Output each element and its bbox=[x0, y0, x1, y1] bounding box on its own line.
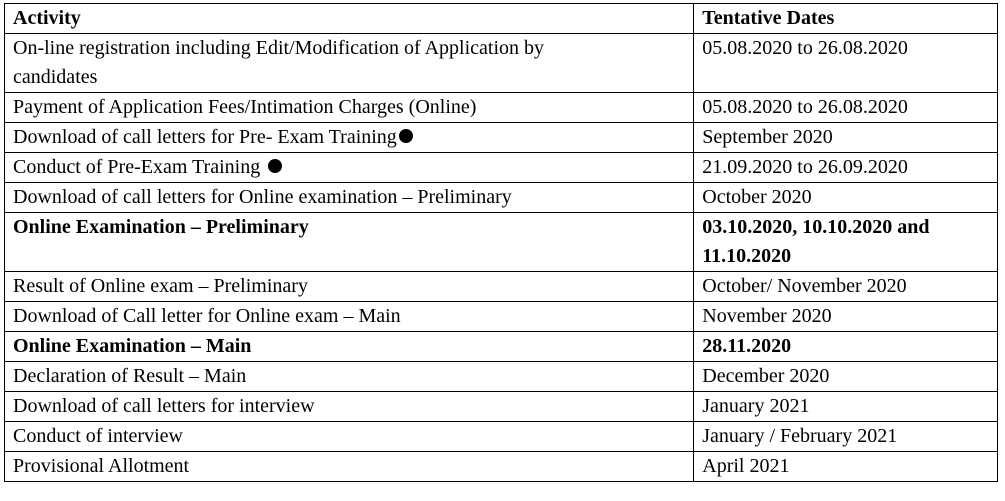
dates-cell: January 2021 bbox=[694, 392, 998, 422]
bullet-icon bbox=[399, 129, 413, 143]
table-row bbox=[5, 332, 998, 362]
activity-text: Download of call letters for Pre- Exam Training bbox=[13, 126, 397, 148]
dates-cell: 05.08.2020 to 26.08.2020 bbox=[694, 93, 998, 123]
table-row bbox=[5, 183, 998, 213]
activity-cell: Download of call letters for interview bbox=[5, 392, 694, 422]
bullet-icon bbox=[268, 159, 282, 173]
activity-cell: Declaration of Result – Main bbox=[5, 362, 694, 392]
dates-cell: January / February 2021 bbox=[694, 422, 998, 452]
activity-cell: Download of call letters for Online examination – Preliminary bbox=[5, 183, 694, 213]
activity-cell bbox=[5, 123, 694, 153]
table-row bbox=[5, 34, 998, 93]
activity-cell: Payment of Application Fees/Intimation Charges (Online) bbox=[5, 93, 694, 123]
activity-text: Conduct of Pre-Exam Training bbox=[13, 156, 261, 178]
table-row bbox=[5, 272, 998, 302]
dates-cell: 28.11.2020 bbox=[694, 332, 998, 362]
table-row bbox=[5, 302, 998, 332]
dates-text-continued: 11.10.2020 bbox=[702, 245, 792, 267]
dates-cell: October/ November 2020 bbox=[694, 272, 998, 302]
table-row bbox=[5, 422, 998, 452]
activity-cell: Online Examination – Preliminary bbox=[5, 213, 694, 272]
activity-cell: Online Examination – Main bbox=[5, 332, 694, 362]
dates-text: 03.10.2020, 10.10.2020 and bbox=[702, 216, 930, 238]
table-row bbox=[5, 153, 998, 183]
activity-cell bbox=[5, 34, 694, 93]
table-header-row bbox=[5, 4, 998, 34]
activity-cell: Download of Call letter for Online exam – Main bbox=[5, 302, 694, 332]
table-row bbox=[5, 93, 998, 123]
table-row bbox=[5, 213, 998, 272]
dates-cell: December 2020 bbox=[694, 362, 998, 392]
table-row bbox=[5, 362, 998, 392]
dates-cell: 21.09.2020 to 26.09.2020 bbox=[694, 153, 998, 183]
dates-cell bbox=[694, 213, 998, 272]
dates-column-header: Tentative Dates bbox=[694, 4, 998, 34]
table-row bbox=[5, 392, 998, 422]
dates-cell: September 2020 bbox=[694, 123, 998, 153]
activity-column-header: Activity bbox=[5, 4, 694, 34]
activity-cell: Conduct of interview bbox=[5, 422, 694, 452]
dates-cell: November 2020 bbox=[694, 302, 998, 332]
activity-text-continued: candidates bbox=[13, 66, 98, 88]
dates-cell: October 2020 bbox=[694, 183, 998, 213]
activity-cell bbox=[5, 153, 694, 183]
activity-cell: Provisional Allotment bbox=[5, 452, 694, 482]
dates-cell: 05.08.2020 to 26.08.2020 bbox=[694, 34, 998, 93]
dates-cell: April 2021 bbox=[694, 452, 998, 482]
activity-text: On-line registration including Edit/Modification of Application by bbox=[13, 37, 545, 59]
schedule-table bbox=[4, 3, 998, 482]
activity-cell: Result of Online exam – Preliminary bbox=[5, 272, 694, 302]
table-row bbox=[5, 123, 998, 153]
table-row bbox=[5, 452, 998, 482]
